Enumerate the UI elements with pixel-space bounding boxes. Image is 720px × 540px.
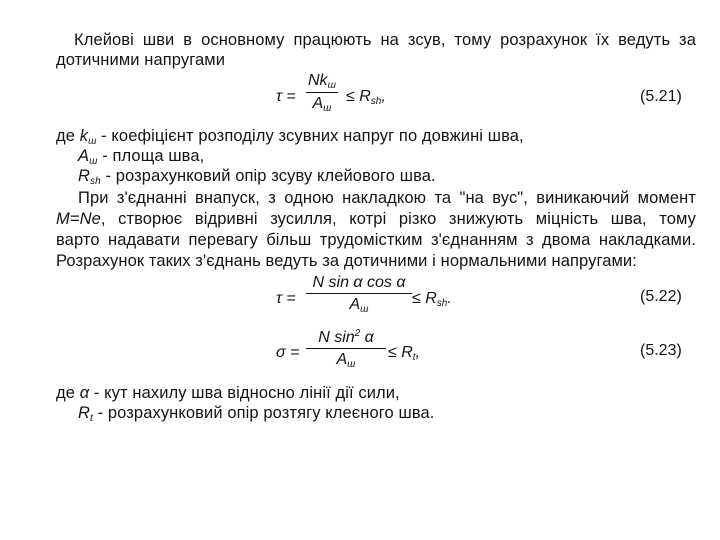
formula-5-22-relation-sub: sh [436,298,448,309]
formula-5-22-lhs: τ = [276,290,296,307]
formula-5-23-lhs: σ = [276,344,300,361]
formula-5-22-denominator-text: A [349,296,361,313]
definition-rt-text: - розрахунковий опір розтягу клеєного шва. [92,404,435,422]
paragraph1-line1: Клейові шви в основному працюють на зсув, тому розрахунок їх ведуть за [74,31,696,49]
definition-alpha [56,383,400,403]
formula-5-21-relation [346,88,386,107]
formula-5-23-denominator [306,349,386,370]
formula-5-21-numerator-sub: ш [327,80,336,91]
formula-5-22-denominator [306,294,412,315]
paragraph2-line2-text: , створює відривні зусилля, котрі різко знижують міцність шва, тому [100,210,696,228]
formula-5-23-relation-sub: t [412,352,416,363]
definition-k-symbol: k [79,127,89,145]
definition-k-text: - коефіцієнт розподілу зсувних напруг по довжині шва, [96,127,524,145]
formula-5-21-number: (5.21) [640,88,682,105]
formula-5-21-denominator-sub: ш [323,103,332,114]
formula-5-22 [0,272,720,320]
paragraph2-line2-symbol: M=Ne [56,210,101,228]
formula-5-21 [0,68,720,116]
formula-5-22-denominator-sub: ш [360,304,369,315]
formula-5-23-denominator-sub: ш [347,359,356,370]
formula-5-22-tail: . [447,290,452,307]
formula-5-21-relation-text: ≤ R [346,88,371,105]
formula-5-23-numerator-text: N sin [318,329,355,346]
formula-5-22-number: (5.22) [640,288,682,305]
definition-rt-sub: t [90,413,93,424]
formula-5-22-numerator: N sin α cos α [306,274,412,294]
formula-5-23-denominator-text: A [336,351,348,368]
formula-5-23-fraction [306,328,386,370]
definition-alpha-text: - кут нахилу шва відносно лінії дії сили, [89,384,400,402]
definition-alpha-symbol: α [79,384,90,402]
formula-5-21-lhs: τ = [276,88,296,105]
formula-5-23-relation [388,344,420,363]
paragraph1-line2: дотичними напругами [56,51,226,69]
formula-5-21-denominator-text: A [312,95,324,112]
definition-k-sub: ш [88,136,97,147]
formula-5-23 [0,326,720,374]
definition-a-symbol: A [78,147,90,165]
paragraph2-line2 [56,209,696,229]
formula-5-22-relation [412,290,452,309]
formula-5-23-numerator [306,328,386,349]
formula-5-22-fraction [306,274,412,315]
formula-5-21-denominator [306,93,338,114]
definition-rsh-sub: sh [90,176,101,187]
formula-5-21-numerator-text: Nk [308,72,328,89]
paragraph2-line1: При з'єднанні внапуск, з одною накладкою та "на вус", виникаючий момент [78,189,696,207]
definition-rsh-symbol: R [78,167,91,185]
formula-5-23-tail: , [415,344,421,361]
formula-5-21-numerator [306,72,338,93]
paragraph2-line4: Розрахунок таких з'єднань ведуть за дотичними і нормальними напругами: [56,252,637,270]
formula-5-23-numerator-sup: 2 [354,328,361,339]
formula-5-23-numerator-end: α [360,329,374,346]
definition-k-prefix: де [56,127,80,145]
definition-rt-symbol: R [78,404,91,422]
definition-rsh-text: - розрахунковий опір зсуву клейового шва. [100,167,436,185]
definition-a-sub: ш [89,156,98,167]
formula-5-21-fraction [306,72,338,114]
paragraph2-line3: варто надавати перевагу більш трудомістким з'єднанням з двома накладками. [56,231,696,249]
definition-alpha-prefix: де [56,384,80,402]
formula-5-21-tail: , [381,88,386,105]
formula-5-22-relation-text: ≤ R [412,290,437,307]
definition-rt [78,403,434,429]
formula-5-23-number: (5.23) [640,342,682,359]
formula-5-23-relation-text: ≤ R [388,344,413,361]
formula-5-21-relation-sub: sh [370,96,382,107]
definition-a-text: - площа шва, [97,147,205,165]
